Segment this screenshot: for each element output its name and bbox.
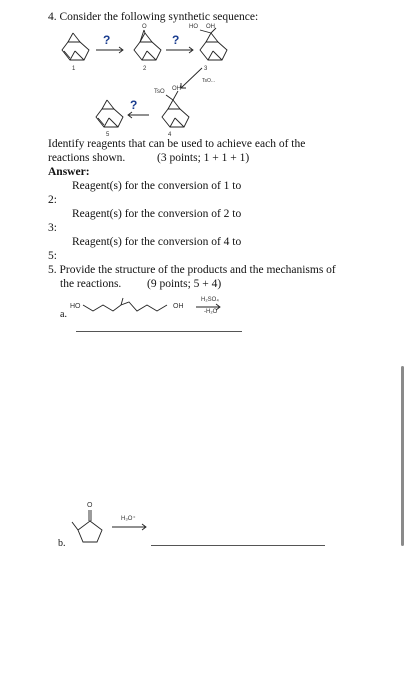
part-a-zigzag-chain: [83, 300, 173, 318]
structure-3-diol: [196, 30, 230, 64]
part-b-carbonyl-oxygen: O: [87, 502, 93, 509]
reagent-2-to-3-prompt-end: 3:: [48, 222, 57, 234]
answer-label: Answer:: [48, 166, 90, 178]
question-5-heading-line-2: the reactions.: [60, 278, 122, 290]
structure-2-epoxide: [130, 30, 164, 64]
part-b-answer-line: [151, 545, 325, 546]
part-a-label: a.: [60, 309, 67, 320]
diol-oh-label: OH: [206, 24, 215, 30]
tosylate-tso-label: TsO: [154, 89, 165, 95]
compound-number-1: 1: [72, 66, 76, 72]
compound-number-3: 3: [204, 66, 208, 72]
part-a-oh-group: OH: [173, 303, 184, 310]
reaction-arrow-2-to-3: [166, 47, 196, 53]
structure-5-product: [92, 97, 126, 131]
tosylate-oh-label: OH: [172, 86, 181, 92]
structure-1-bicyclic-alkene: [58, 30, 92, 64]
unknown-reagent-mark-1: ?: [103, 33, 111, 47]
reagent-2-to-3-prompt: Reagent(s) for the conversion of 2 to: [72, 208, 242, 220]
reagent-1-to-2-prompt: Reagent(s) for the conversion of 1 to: [72, 180, 242, 192]
part-a-reagent-bottom: -H₂O: [204, 309, 218, 315]
compound-number-5: 5: [106, 132, 110, 138]
reaction-arrow-3-to-4: [178, 68, 204, 90]
part-b-cyclopentanone-structure: [72, 508, 106, 544]
question-4-points: (3 points; 1 + 1 + 1): [157, 152, 250, 164]
unknown-reagent-mark-3: ?: [130, 98, 138, 112]
question-5-points: (9 points; 5 + 4): [147, 278, 222, 290]
unknown-reagent-mark-2: ?: [172, 33, 180, 47]
reagent-4-to-5-prompt-end: 5:: [48, 250, 57, 262]
reaction-arrow-4-to-5: [126, 112, 150, 118]
epoxide-oxygen-label: O: [142, 24, 147, 30]
reaction-arrow-1-to-2: [96, 47, 126, 53]
part-b-reaction-arrow: [112, 524, 148, 530]
part-b-reagent: H₃O⁺: [121, 516, 136, 522]
compound-number-2: 2: [143, 66, 147, 72]
diol-ho-label: HO: [189, 24, 198, 30]
instruction-line-1: Identify reagents that can be used to achieve each of the: [48, 138, 306, 150]
question-4-heading: 4. Consider the following synthetic sequence:: [48, 11, 259, 23]
compound-number-4: 4: [168, 132, 172, 138]
instruction-line-2: reactions shown.: [48, 152, 126, 164]
reagent-1-to-2-prompt-end: 2:: [48, 194, 57, 206]
vertical-scrollbar[interactable]: [401, 366, 404, 546]
part-a-answer-line: [76, 331, 242, 332]
part-b-label: b.: [58, 538, 66, 549]
reagent-4-to-5-prompt: Reagent(s) for the conversion of 4 to: [72, 236, 242, 248]
structure-4-tosylate: [158, 97, 192, 131]
part-a-reagent-top: H₂SO₄: [201, 297, 219, 303]
question-5-heading-line-1: 5. Provide the structure of the products and the mechanisms of: [48, 264, 336, 276]
tosylate-reagent-label: TsO...: [202, 78, 216, 84]
part-a-ho-group: HO: [70, 303, 81, 310]
